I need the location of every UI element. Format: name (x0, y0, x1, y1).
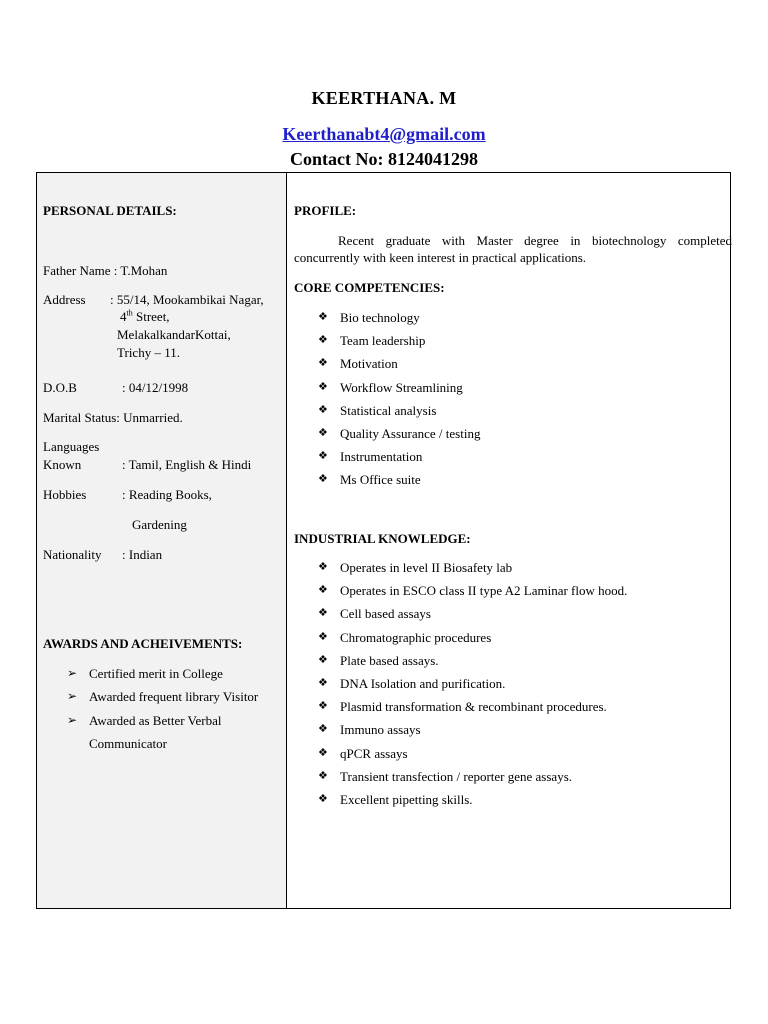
address-line-2 (120, 309, 170, 325)
competency-text: Workflow Streamlining (340, 379, 463, 395)
knowledge-text: Immuno assays (340, 722, 421, 738)
father-name: Father Name : T.Mohan (43, 263, 168, 278)
knowledge-text: Plate based assays. (340, 652, 439, 668)
diamond-bullet-icon: ❖ (318, 746, 328, 759)
diamond-bullet-icon: ❖ (318, 700, 328, 713)
personal-details-heading: PERSONAL DETAILS: (43, 203, 177, 218)
diamond-bullet-icon: ❖ (318, 584, 328, 597)
languages-label-known: Known (43, 457, 82, 472)
award-text: Certified merit in College (89, 666, 223, 681)
core-competencies-heading: CORE COMPETENCIES: (294, 280, 445, 295)
diamond-bullet-icon: ❖ (318, 561, 328, 573)
hobbies-value-2: Gardening (132, 517, 187, 532)
industrial-knowledge-heading: INDUSTRIAL KNOWLEDGE: (294, 531, 471, 546)
knowledge-text: DNA Isolation and purification. (340, 675, 506, 691)
knowledge-text: Operates in level II Biosafety lab (340, 560, 513, 575)
nationality-label: Nationality (43, 547, 102, 562)
candidate-name: KEERTHANA. M (311, 88, 457, 108)
competency-text: Instrumentation (340, 449, 423, 465)
address-street-word: Street, (132, 309, 170, 324)
arrow-bullet-icon: ➢ (67, 712, 78, 727)
knowledge-text: qPCR assays (340, 745, 408, 761)
award-text: Awarded as Better Verbal (89, 712, 222, 728)
competency-text: Ms Office suite (340, 472, 421, 488)
profile-heading: PROFILE: (294, 203, 357, 218)
nationality-value: : Indian (122, 547, 163, 562)
competency-text: Quality Assurance / testing (340, 425, 481, 441)
knowledge-text: Excellent pipetting skills. (340, 791, 473, 807)
diamond-bullet-icon: ❖ (318, 334, 328, 347)
diamond-bullet-icon: ❖ (318, 607, 328, 620)
diamond-bullet-icon: ❖ (318, 676, 328, 689)
knowledge-text: Cell based assays (340, 606, 431, 622)
diamond-bullet-icon: ❖ (318, 723, 328, 736)
hobbies-value-1: : Reading Books, (122, 487, 212, 502)
address-street-number: 4 (120, 309, 127, 324)
competency-text: Team leadership (340, 333, 426, 349)
diamond-bullet-icon: ❖ (318, 380, 328, 393)
contact-number: Contact No: 8124041298 (290, 149, 478, 169)
address-line-4: Trichy – 11. (117, 345, 180, 360)
competency-text: Statistical analysis (340, 402, 437, 418)
diamond-bullet-icon: ❖ (318, 426, 328, 439)
knowledge-text: Transient transfection / reporter gene assays. (340, 768, 573, 784)
hobbies-label: Hobbies (43, 487, 87, 502)
languages-label: Languages (43, 439, 100, 454)
diamond-bullet-icon: ❖ (318, 630, 328, 643)
award-text: Communicator (89, 735, 167, 751)
dob-value: : 04/12/1998 (122, 380, 189, 395)
address-label: Address (43, 292, 86, 307)
arrow-bullet-icon: ➢ (67, 689, 78, 704)
dob-label: D.O.B (43, 380, 77, 395)
diamond-bullet-icon: ❖ (318, 357, 328, 370)
resume-table (36, 172, 731, 909)
address-line-3: MelakalkandarKottai, (117, 327, 231, 342)
address-line-1: : 55/14, Mookambikai Nagar, (110, 292, 264, 307)
diamond-bullet-icon: ❖ (318, 473, 328, 486)
right-column (287, 173, 730, 908)
diamond-bullet-icon: ❖ (318, 311, 328, 323)
competency-text: Motivation (340, 356, 398, 372)
knowledge-text: Operates in ESCO class II type A2 Laminar flow hood. (340, 583, 628, 599)
email-line (0, 124, 768, 145)
arrow-bullet-icon: ➢ (67, 666, 78, 680)
diamond-bullet-icon: ❖ (318, 769, 328, 782)
languages-value: : Tamil, English & Hindi (122, 457, 252, 472)
award-text: Awarded frequent library Visitor (89, 689, 259, 705)
knowledge-text: Plasmid transformation & recombinant procedures. (340, 699, 607, 715)
left-column (37, 173, 287, 908)
knowledge-text: Chromatographic procedures (340, 629, 492, 645)
diamond-bullet-icon: ❖ (318, 653, 328, 666)
diamond-bullet-icon: ❖ (318, 792, 328, 805)
diamond-bullet-icon: ❖ (318, 403, 328, 416)
competency-text: Bio technology (340, 310, 420, 325)
profile-text: Recent graduate with Master degree in biotechnology completed concurrently with keen interest in practical applications. (294, 233, 732, 265)
diamond-bullet-icon: ❖ (318, 450, 328, 463)
email-link[interactable]: Keerthanabt4@gmail.com (282, 124, 486, 144)
awards-heading: AWARDS AND ACHEIVEMENTS: (43, 636, 243, 651)
marital-status: Marital Status: Unmarried. (43, 410, 183, 425)
address-street-suffix: th (126, 308, 133, 318)
